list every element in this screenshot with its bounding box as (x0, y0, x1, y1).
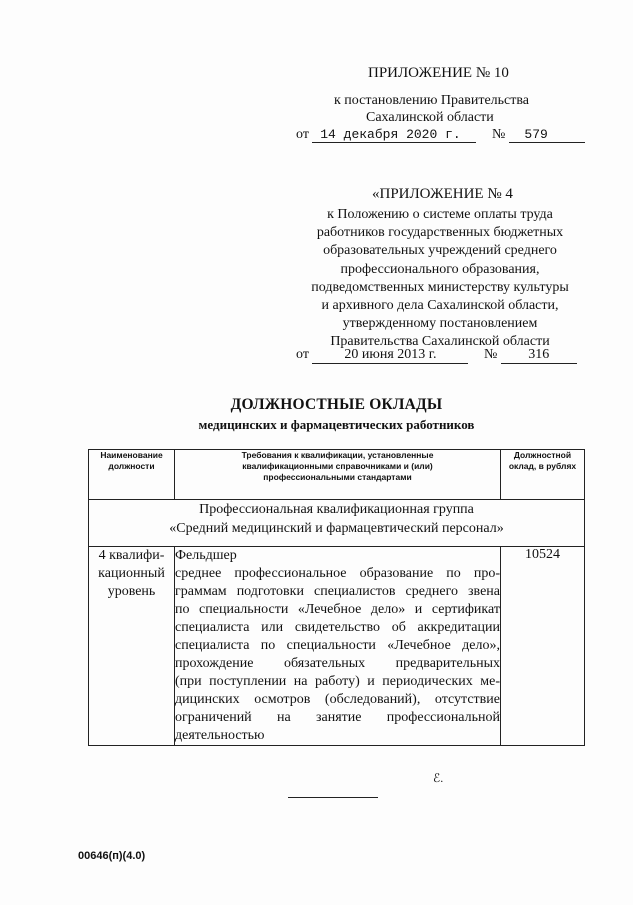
requirement-line: ограничений на занятие профессиональной (175, 710, 500, 725)
from-label: от (296, 127, 309, 142)
quoted-number: 316 (501, 347, 577, 364)
requirement-line: специалиста или свидетельство об аккредитации (175, 620, 500, 635)
group-name-line1: Профессиональная квалификационная группа (199, 502, 474, 517)
requirement-line: деятельностью (175, 728, 265, 743)
qualification-level (89, 547, 175, 746)
requirements-cell (175, 547, 501, 746)
resolution-number-text: 579 (524, 127, 548, 142)
quoted-date: 20 июня 2013 г. (312, 347, 468, 364)
from-label: от (296, 347, 309, 362)
requirement-line: прохождение обязательных предварительных (175, 656, 500, 671)
signature-line (288, 797, 378, 798)
resolution-number (509, 127, 585, 143)
header-salary: Должностной оклад, в рублях (501, 450, 585, 500)
region-line: Сахалинской области (366, 110, 494, 125)
group-cell (89, 500, 585, 547)
document-title: ДОЛЖНОСТНЫЕ ОКЛАДЫ (230, 396, 443, 413)
resolution-date-text: 14 декабря 2020 г. (320, 127, 461, 142)
document-code: 00646(п)(4.0) (78, 850, 146, 862)
group-row (89, 500, 585, 547)
header-position: Наименование должности (89, 450, 175, 500)
salary-table (88, 449, 585, 746)
position-name: Фельдшер (175, 548, 237, 563)
requirement-line: граммам подготовки специалистов среднего звена (175, 584, 500, 599)
table-row (89, 547, 585, 746)
number-label: № (491, 127, 506, 142)
quote-line: профессионального образования, (340, 261, 540, 277)
quoted-appendix-title: «ПРИЛОЖЕНИЕ № 4 (372, 186, 513, 202)
quote-line: подведомственных министерству культуры (311, 279, 569, 295)
quote-line: образовательных учреждений среднего (323, 243, 557, 259)
resolution-date (312, 127, 476, 143)
quote-line: и архивного дела Сахалинской области, (321, 298, 559, 314)
document-subtitle: медицинских и фармацевтических работников (198, 417, 475, 432)
quote-line: Правительства Сахалинской области (330, 334, 550, 350)
header-requirements: Требования к квалификации, установленные квалификационными справочниками и (или) профессиональными стандартами (175, 450, 501, 500)
number-label: № (483, 347, 498, 362)
requirement-line: дицинских осмотров (обследований), отсутствие (175, 692, 500, 707)
requirement-line: (при поступлении на работу) и периодических ме- (175, 674, 500, 689)
handwritten-mark: ℰ. (433, 771, 444, 785)
level-line: кационный (98, 566, 165, 581)
quoted-appendix-body (290, 206, 590, 352)
table-header-row (89, 450, 585, 500)
resolution-line: к постановлению Правительства (334, 93, 530, 108)
salary-value: 10524 (501, 547, 585, 746)
quoted-date-row (296, 347, 577, 364)
level-line: уровень (107, 584, 156, 599)
level-line: 4 квалифи- (98, 548, 165, 563)
requirement-line: среднее профессиональное образование по про- (175, 566, 500, 581)
quote-line: работников государственных бюджетных (316, 225, 564, 241)
group-name-line2: «Средний медицинский и фармацевтический персонал» (169, 521, 504, 536)
quote-line: утвержденному постановлением (342, 316, 538, 332)
requirement-line: по специальности «Лечебное дело» и сертификат (175, 602, 500, 617)
resolution-date-row (296, 127, 585, 143)
quote-line: к Положению о системе оплаты труда (327, 207, 553, 222)
appendix-title: ПРИЛОЖЕНИЕ № 10 (368, 65, 509, 81)
requirement-line: специалиста по специальности «Лечебное дело», (175, 638, 500, 653)
